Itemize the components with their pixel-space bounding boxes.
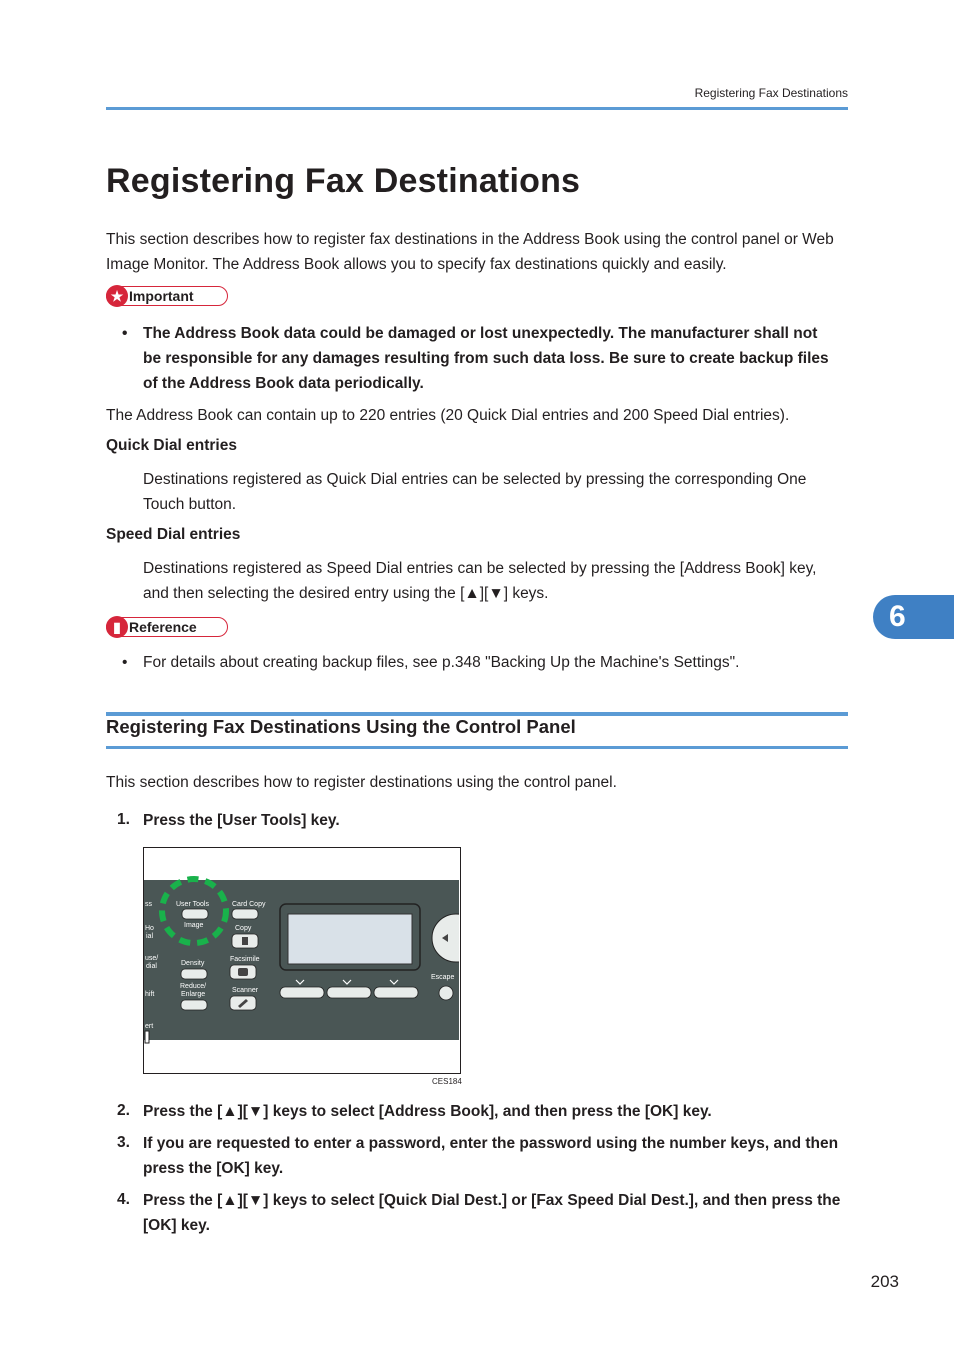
section-intro: [106, 770, 846, 795]
facsimile-label: Facsimile: [230, 956, 260, 963]
edge-label: ert: [145, 1023, 154, 1030]
selection-key-2[interactable]: [327, 987, 371, 998]
star-icon: ★: [106, 285, 128, 307]
reference-bullet: For details about creating backup files, see p.348 "Backing Up the Machine's Settings".: [143, 654, 740, 671]
selection-key-3[interactable]: [374, 987, 418, 998]
figure-caption: CES184: [432, 1077, 462, 1086]
bullet-dot: •: [122, 325, 128, 342]
step-text: If you are requested to enter a password, enter the password using the number keys, and then press the [OK] key.: [143, 1135, 839, 1177]
reference-tag: [106, 617, 228, 637]
step-number: 2.: [117, 1102, 130, 1119]
step-text: Press the [▲][▼] keys to select [Address Book], and then press the [OK] key.: [143, 1103, 712, 1120]
important-tag: [106, 286, 228, 306]
density-button[interactable]: [181, 969, 207, 979]
edge-label: ial: [146, 933, 154, 940]
selection-key-1[interactable]: [280, 987, 324, 998]
reference-book-icon: ▮: [106, 616, 128, 638]
header-rule: [106, 107, 848, 110]
section-intro-text: This section describes how to register destinations using the control panel.: [106, 774, 617, 791]
scanner-label: Scanner: [232, 987, 259, 994]
step-text: Press the [▲][▼] keys to select [Quick Dial Dest.] or [Fax Speed Dial Dest.], and then press the [OK] key.: [143, 1192, 841, 1234]
enlarge-label: Enlarge: [181, 991, 206, 998]
copy-label: Copy: [235, 925, 252, 932]
control-panel-figure: [143, 847, 461, 1074]
reduce-label: Reduce/: [180, 983, 207, 990]
reduce-enlarge-button[interactable]: [181, 1000, 207, 1010]
capacity-text: The Address Book can contain up to 220 entries (20 Quick Dial entries and 200 Speed Dial entries).: [106, 407, 790, 424]
def-term-speed-dial: Speed Dial entries: [106, 526, 241, 543]
control-panel-illustration: [144, 848, 459, 1072]
edge-label: hift: [145, 991, 155, 998]
capacity-paragraph: [106, 403, 846, 428]
card-copy-label: Card Copy: [232, 901, 266, 908]
edge-label: ss: [145, 901, 152, 908]
section-rule-bottom: [106, 746, 848, 749]
edge-label: Ho: [145, 925, 154, 932]
intro-text: This section describes how to register fax destinations in the Address Book using the control panel or Web Image Monitor. The Address Book allows you to specify fax destinations quickly and easily.: [106, 231, 834, 273]
step-number: 1.: [117, 811, 130, 828]
bullet-dot: •: [122, 654, 128, 671]
section-title: Registering Fax Destinations Using the Control Panel: [106, 716, 576, 737]
facsimile-icon: [238, 968, 248, 976]
escape-label: Escape: [431, 974, 455, 981]
user-tools-button[interactable]: [182, 909, 208, 919]
escape-button[interactable]: [439, 986, 453, 1000]
page-number: 203: [870, 1272, 899, 1291]
edge-label: dial: [146, 963, 157, 970]
important-bullet: The Address Book data could be damaged or lost unexpectedly. The manufacturer shall not be responsible for any damages resulting from such data loss. Be sure to create backup files of the Address Book data periodically.: [143, 325, 829, 392]
user-tools-label: User Tools: [176, 901, 209, 908]
def-desc-speed-dial: Destinations registered as Speed Dial entries can be selected by pressing the [Address Book] key, and then selecting the desired entry using the [▲][▼] keys.: [143, 560, 817, 602]
reference-label: Reference: [129, 619, 197, 635]
image-label: Image: [184, 922, 204, 929]
step-number: 3.: [117, 1134, 130, 1151]
step-text: Press the [User Tools] key.: [143, 812, 340, 829]
lcd-screen: [288, 914, 412, 964]
density-label: Density: [181, 960, 205, 967]
important-label: Important: [129, 288, 194, 304]
intro-paragraph: [106, 227, 836, 277]
edge-slot: [145, 1031, 149, 1043]
edge-label: use/: [145, 955, 159, 962]
page-title: Registering Fax Destinations: [106, 162, 581, 200]
def-desc-quick-dial: Destinations registered as Quick Dial entries can be selected by pressing the corresponding One Touch button.: [143, 471, 807, 513]
card-copy-button[interactable]: [232, 909, 258, 919]
def-term-quick-dial: Quick Dial entries: [106, 437, 237, 454]
running-header: Registering Fax Destinations: [694, 86, 848, 100]
copy-icon: [242, 937, 248, 945]
chapter-tab: 6: [873, 595, 954, 639]
step-number: 4.: [117, 1191, 130, 1208]
